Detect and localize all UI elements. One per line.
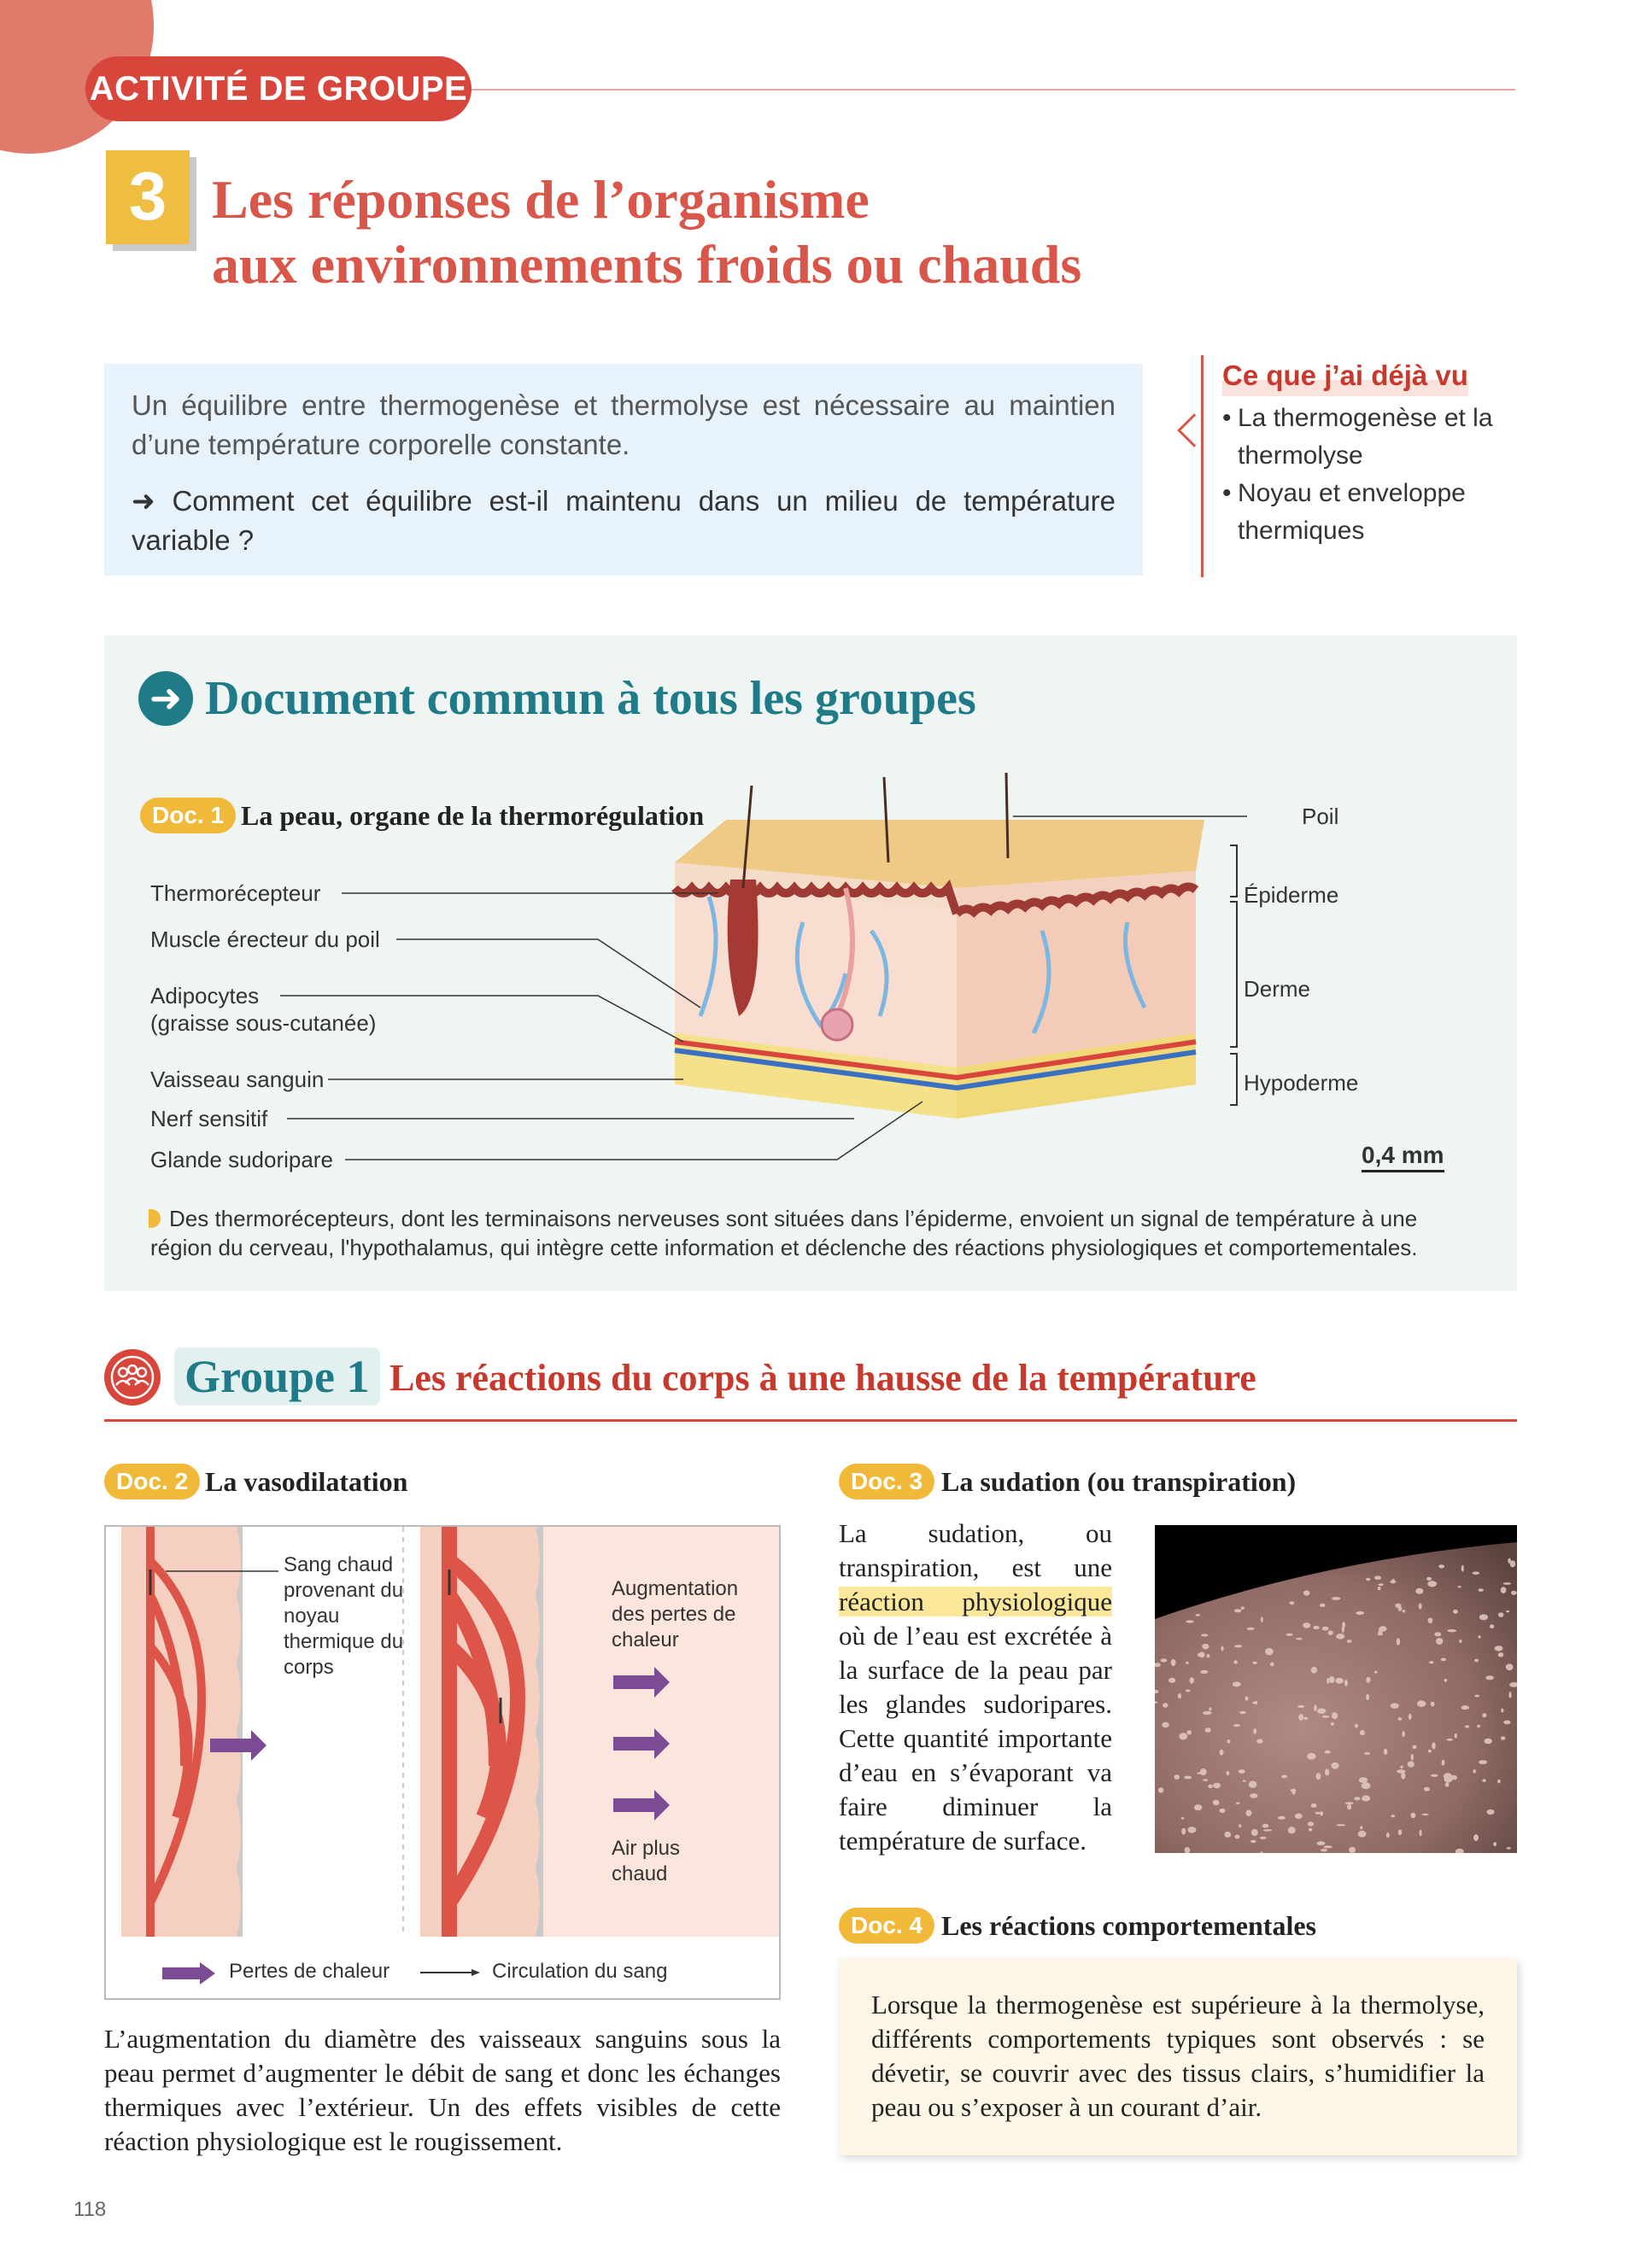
- sweat-droplet: [1325, 1751, 1331, 1754]
- sweat-droplet: [1278, 1816, 1286, 1820]
- sweat-droplet: [1459, 1640, 1461, 1643]
- sweat-droplet: [1206, 1654, 1210, 1657]
- doc4-title: Les réactions comportementales: [941, 1910, 1316, 1941]
- epidermis-bracket: [1230, 845, 1237, 897]
- sweat-droplet: [1187, 1827, 1196, 1833]
- sweat-droplet: [1409, 1714, 1412, 1720]
- sweat-droplet: [1427, 1581, 1437, 1587]
- sweat-droplet: [1322, 1627, 1329, 1631]
- sweat-droplet: [1184, 1776, 1192, 1780]
- sweat-droplet: [1250, 1793, 1257, 1798]
- label-adipocytes: [150, 982, 376, 1037]
- sweat-droplet: [1366, 1677, 1370, 1683]
- group-rule: [104, 1419, 1517, 1422]
- sweat-droplet: [1235, 1835, 1240, 1839]
- sweat-droplet: [1461, 1705, 1469, 1710]
- sweat-droplet: [1473, 1834, 1479, 1841]
- sweat-droplet: [1431, 1774, 1438, 1777]
- sweat-droplet: [1347, 1640, 1352, 1643]
- sweat-droplet: [1421, 1814, 1428, 1815]
- sweat-droplet: [1397, 1769, 1405, 1773]
- sweat-droplet: [1397, 1717, 1402, 1721]
- sweat-droplet: [1220, 1809, 1226, 1813]
- sweat-droplet: [1331, 1722, 1334, 1726]
- label-muscle: Muscle érecteur du poil: [150, 926, 380, 952]
- sweat-droplet: [1199, 1651, 1205, 1657]
- sweat-droplet: [1288, 1827, 1296, 1833]
- sweat-droplet: [1186, 1662, 1189, 1664]
- sweat-droplet: [1493, 1842, 1496, 1846]
- sweat-droplet: [1181, 1828, 1186, 1835]
- sweat-droplet: [1419, 1604, 1422, 1610]
- sweat-droplet: [1479, 1588, 1484, 1592]
- sweat-droplet: [1227, 1771, 1230, 1775]
- sweat-droplet: [1205, 1727, 1211, 1733]
- sweat-droplet: [1168, 1678, 1175, 1683]
- sweat-droplet: [1473, 1769, 1476, 1774]
- sweat-droplet: [1345, 1802, 1354, 1804]
- sweat-droplet: [1209, 1707, 1211, 1710]
- sweat-droplet: [1478, 1635, 1480, 1638]
- sweat-droplet: [1379, 1583, 1384, 1586]
- sweat-droplet: [1498, 1652, 1504, 1657]
- sweat-droplet: [1243, 1780, 1246, 1781]
- sweat-droplet: [1252, 1702, 1257, 1704]
- sweat-droplet: [1307, 1753, 1316, 1760]
- sweat-droplet: [1174, 1774, 1180, 1780]
- sweat-droplet: [1428, 1618, 1433, 1624]
- sweat-droplet: [1224, 1832, 1231, 1838]
- label-sang-chaud: Sang chaud provenant du noyau thermique du corps: [284, 1553, 404, 1679]
- label-glande: Glande sudoripare: [150, 1147, 333, 1172]
- activity-badge: ACTIVITÉ DE GROUPE: [85, 56, 472, 121]
- sweat-droplet: [1297, 1705, 1304, 1708]
- sweat-droplet: [1316, 1841, 1325, 1845]
- sweat-droplet: [1438, 1564, 1444, 1568]
- sweat-droplet: [1303, 1717, 1308, 1720]
- sweat-droplet: [1359, 1777, 1368, 1783]
- sweat-droplet: [1313, 1626, 1319, 1629]
- page-title-line2: aux environnements froids ou chauds: [212, 234, 1082, 295]
- group-icon: [104, 1349, 161, 1406]
- sweat-droplet: [1360, 1730, 1365, 1735]
- hypodermis-bracket: [1230, 1054, 1237, 1105]
- sweat-droplet: [1309, 1828, 1312, 1832]
- sweat-droplet: [1401, 1773, 1405, 1780]
- sweat-droplet: [1233, 1660, 1238, 1663]
- label-vaisseau: Vaisseau sanguin: [150, 1067, 325, 1092]
- sweat-droplet: [1201, 1634, 1209, 1636]
- sweat-droplet: [1220, 1750, 1224, 1756]
- sweat-droplet: [1384, 1749, 1388, 1755]
- sweat-droplet: [1256, 1739, 1262, 1743]
- sweat-droplet: [1316, 1773, 1321, 1780]
- sweat-droplet: [1415, 1588, 1423, 1594]
- arrow-right-icon: ➜: [138, 671, 193, 726]
- sweat-droplet: [1194, 1804, 1202, 1810]
- doc3-tag: Doc. 3: [839, 1464, 934, 1499]
- sweat-droplet: [1429, 1661, 1433, 1663]
- sweat-droplet: [1442, 1760, 1445, 1766]
- sweat-droplet: [1398, 1606, 1403, 1611]
- sweat-droplet: [1281, 1775, 1287, 1779]
- sweat-droplet: [1360, 1826, 1362, 1829]
- sweat-droplet: [1506, 1663, 1514, 1670]
- sweat-droplet: [1247, 1628, 1255, 1630]
- sweat-droplet: [1482, 1713, 1486, 1717]
- sweat-droplet: [1428, 1750, 1432, 1753]
- sweat-droplet: [1202, 1644, 1209, 1650]
- group-people-icon: [104, 1349, 161, 1406]
- sweat-droplet: [1417, 1700, 1426, 1707]
- sweat-droplet: [1265, 1648, 1274, 1655]
- sweat-droplet: [1178, 1693, 1181, 1698]
- sweat-droplet: [1322, 1716, 1329, 1718]
- sweat-droplet: [1200, 1768, 1207, 1775]
- sweat-droplet: [1246, 1810, 1252, 1816]
- doc4-text: Lorsque la thermogenèse est supérieure à la thermolyse, différents comportements typiques sont observés : se dévetir, se couvrir avec des tissus clairs, s’humidifier la peau ou s’exposer à un courant d’air.: [871, 1990, 1485, 2122]
- sweat-droplet: [1482, 1779, 1485, 1782]
- label-derme: Derme: [1244, 976, 1311, 1002]
- sweat-droplet: [1501, 1587, 1507, 1593]
- sweat-droplet: [1432, 1742, 1436, 1749]
- sweat-droplet: [1311, 1667, 1317, 1674]
- sweat-droplet: [1362, 1782, 1371, 1789]
- sweat-droplet: [1298, 1714, 1303, 1720]
- sweat-droplet: [1374, 1671, 1378, 1674]
- sweat-droplet: [1314, 1704, 1317, 1711]
- intro-box: [104, 364, 1143, 576]
- sweat-droplet: [1398, 1829, 1402, 1835]
- doc3-text-after: où de l’eau est excrétée à la surface de la peau par les glandes sudoripares. Cette quantité importante d’eau en s’évaporant va faire diminuer la température de surface.: [839, 1621, 1112, 1856]
- sweat-droplet: [1296, 1638, 1303, 1640]
- sweat-droplet: [1270, 1663, 1274, 1667]
- doc2-tag: Doc. 2: [104, 1464, 200, 1499]
- sweat-droplet: [1161, 1658, 1168, 1662]
- sweat-droplet: [1163, 1703, 1168, 1708]
- sweat-droplet: [1327, 1678, 1329, 1684]
- sweat-droplet: [1323, 1845, 1332, 1848]
- sweat-droplet: [1400, 1765, 1403, 1768]
- page-title: [212, 167, 1408, 297]
- sweat-droplet: [1239, 1711, 1246, 1715]
- doc1-tag: Doc. 1: [140, 798, 236, 833]
- sweat-droplet: [1378, 1633, 1384, 1635]
- sweat-droplet: [1447, 1739, 1453, 1741]
- sweat-droplet: [1311, 1803, 1317, 1808]
- skin-diagram: [649, 760, 1247, 1204]
- doc1-caption-text: Des thermorécepteurs, dont les terminaisons nerveuses sont situées dans l’épiderme, envoient un signal de température à une région du cerveau, l'hypothalamus, qui intègre cette information et déclenche des réactions physiologiques et comportementales.: [150, 1206, 1418, 1260]
- doc4-box: [839, 1959, 1517, 2155]
- sweat-droplet: [1171, 1659, 1176, 1666]
- sweat-droplet: [1501, 1736, 1506, 1739]
- doc2-text: L’augmentation du diamètre des vaisseaux sanguins sous la peau permet d’augmenter le débit de sang et donc les échanges thermiques avec l’extérieur. Un des effets visibles de cette réaction physiologique est le rougissement.: [104, 2024, 781, 2156]
- sweat-droplet: [1233, 1724, 1240, 1727]
- sweat-droplet: [1397, 1638, 1400, 1645]
- sweat-droplet: [1461, 1565, 1464, 1572]
- sweat-droplet: [1455, 1733, 1457, 1739]
- sweat-droplet: [1356, 1611, 1364, 1615]
- sweat-droplet: [1408, 1761, 1414, 1768]
- sweat-droplet: [1358, 1831, 1367, 1838]
- sweat-droplet: [1303, 1622, 1310, 1628]
- sweat-droplet: [1485, 1739, 1492, 1745]
- prior-knowledge-item: • Noyau et enveloppe thermiques: [1222, 475, 1517, 550]
- sweat-droplet: [1490, 1624, 1494, 1628]
- sweat-droplet: [1445, 1782, 1450, 1786]
- sweat-droplet: [1239, 1824, 1242, 1827]
- sweat-droplet: [1474, 1695, 1479, 1698]
- sweat-droplet: [1262, 1824, 1269, 1828]
- label-nerf: Nerf sensitif: [150, 1106, 268, 1131]
- sweat-droplet: [1263, 1829, 1273, 1831]
- sweat-droplet: [1391, 1815, 1395, 1817]
- label-poil: Poil: [1302, 804, 1339, 829]
- sweat-droplet: [1290, 1601, 1295, 1605]
- intro-question: ➜ Comment cet équilibre est-il maintenu dans un milieu de température variable ?: [132, 485, 1116, 556]
- sweat-droplet: [1245, 1696, 1249, 1700]
- label-adipocytes-line1: Adipocytes: [150, 983, 260, 1008]
- sweat-droplet: [1411, 1813, 1416, 1818]
- sweat-droplet: [1510, 1560, 1516, 1567]
- sweat-droplet: [1485, 1675, 1494, 1680]
- sweat-droplet: [1208, 1785, 1213, 1789]
- sweat-droplet: [1508, 1692, 1511, 1698]
- sweat-droplet: [1196, 1614, 1201, 1616]
- doc1-title: La peau, organe de la thermorégulation: [241, 800, 705, 831]
- sweat-droplet: [1234, 1645, 1242, 1647]
- sweat-droplet: [1366, 1694, 1369, 1700]
- prior-knowledge-title: Ce que j’ai déjà vu: [1222, 355, 1468, 396]
- activity-number: 3: [106, 150, 190, 244]
- sweat-droplet: [1479, 1614, 1488, 1620]
- label-hypoderme: Hypoderme: [1244, 1070, 1359, 1096]
- sweat-droplet: [1503, 1582, 1512, 1585]
- sweat-droplet: [1308, 1821, 1314, 1826]
- sweat-droplet: [1342, 1622, 1345, 1628]
- sweat-droplet: [1186, 1689, 1191, 1692]
- sweat-droplet: [1507, 1847, 1511, 1850]
- sweat-droplet: [1403, 1610, 1406, 1612]
- sweat-droplet: [1349, 1847, 1356, 1853]
- page-number: 118: [73, 2198, 107, 2221]
- sweat-droplet: [1328, 1631, 1333, 1635]
- sweat-droplet: [1286, 1634, 1293, 1636]
- sweat-droplet: [1374, 1575, 1381, 1580]
- sweat-droplet: [1291, 1789, 1297, 1792]
- sweat-droplet: [1506, 1610, 1509, 1612]
- sweat-droplet: [1424, 1787, 1430, 1792]
- sweat-droplet: [1315, 1812, 1321, 1815]
- legend-circulation: Circulation du sang: [492, 1960, 668, 1983]
- sweat-droplet: [1362, 1795, 1370, 1801]
- sweat-droplet: [1391, 1703, 1399, 1708]
- sweat-droplet: [1336, 1678, 1344, 1684]
- doc3-title: La sudation (ou transpiration): [941, 1466, 1297, 1497]
- sweat-droplet: [1347, 1804, 1351, 1809]
- sweat-droplet: [1474, 1659, 1479, 1663]
- intro-paragraph: Un équilibre entre thermogenèse et thermolyse est nécessaire au maintien d’une température corporelle constante.: [132, 389, 1116, 460]
- sweat-droplet: [1336, 1634, 1344, 1640]
- sweat-droplet: [1186, 1730, 1192, 1734]
- sweat-droplet: [1317, 1709, 1326, 1714]
- sweat-skin-image: [1155, 1525, 1517, 1853]
- sweat-droplet: [1320, 1811, 1323, 1815]
- sweat-droplet: [1250, 1840, 1256, 1843]
- sweat-droplet: [1336, 1824, 1345, 1826]
- header-rule: [472, 89, 1515, 91]
- dermis-bracket: [1230, 902, 1237, 1047]
- sweat-droplet: [1236, 1802, 1239, 1804]
- sweat-droplet: [1162, 1722, 1169, 1728]
- legend-pertes: Pertes de chaleur: [229, 1960, 390, 1983]
- scale-bar: 0,4 mm: [1362, 1141, 1444, 1172]
- label-adipocytes-line2: (graisse sous-cutanée): [150, 1010, 377, 1036]
- sweat-droplet: [1503, 1721, 1510, 1725]
- sweat-droplet: [1252, 1662, 1257, 1664]
- sweat-droplet: [1487, 1809, 1495, 1815]
- label-augmentation: Augmentation des pertes de chaleur: [612, 1577, 739, 1651]
- sweat-droplet: [1426, 1577, 1432, 1581]
- sweat-droplet: [1453, 1610, 1458, 1614]
- sweat-droplet: [1260, 1837, 1267, 1839]
- sweat-droplet: [1420, 1830, 1422, 1836]
- prior-knowledge-item: • La thermogenèse et la thermolyse: [1222, 400, 1517, 475]
- sweat-droplet: [1203, 1711, 1212, 1715]
- sweat-droplet: [1497, 1780, 1501, 1783]
- sweat-droplet: [1378, 1587, 1381, 1590]
- sweat-droplet: [1179, 1733, 1187, 1739]
- sweat-droplet: [1364, 1752, 1370, 1755]
- sweat-droplet: [1213, 1800, 1220, 1806]
- sweat-droplet: [1321, 1849, 1327, 1851]
- doc2-title: La vasodilatation: [205, 1466, 408, 1497]
- sweat-droplet: [1511, 1591, 1517, 1595]
- sweat-droplet: [1295, 1814, 1303, 1820]
- prior-knowledge-list: [1222, 400, 1517, 550]
- sweat-droplet: [1241, 1607, 1245, 1610]
- sweat-droplet: [1239, 1769, 1245, 1774]
- doc3-text: [839, 1517, 1112, 1858]
- sweat-droplet: [1158, 1787, 1163, 1793]
- sweat-droplet: [1431, 1702, 1435, 1707]
- sweat-skin-photo: [1155, 1525, 1517, 1853]
- sweat-droplet: [1190, 1677, 1194, 1683]
- label-air: Air plus chaud: [612, 1837, 681, 1885]
- sweat-droplet: [1233, 1681, 1241, 1686]
- sweat-droplet: [1303, 1591, 1310, 1596]
- group-subtitle: Les réactions du corps à une hausse de la température: [390, 1357, 1256, 1399]
- label-thermorecepteur: Thermorécepteur: [150, 880, 321, 906]
- doc4-tag: Doc. 4: [839, 1908, 934, 1944]
- sweat-droplet: [1332, 1712, 1338, 1719]
- sweat-droplet: [1329, 1676, 1335, 1683]
- label-epiderme: Épiderme: [1244, 882, 1339, 908]
- hair-shaft: [1006, 773, 1008, 858]
- sweat-droplet: [1344, 1680, 1348, 1686]
- sweat-droplet: [1366, 1578, 1370, 1581]
- sweat-droplet: [1251, 1829, 1258, 1836]
- sweat-droplet: [1473, 1571, 1479, 1575]
- sweat-droplet: [1325, 1768, 1329, 1775]
- doc3-text-before: La sudation, ou transpiration, est une: [839, 1518, 1112, 1582]
- sweat-droplet: [1332, 1597, 1340, 1600]
- sweat-droplet: [1434, 1632, 1441, 1636]
- sweat-droplet: [1181, 1817, 1185, 1820]
- sweat-droplet: [1331, 1762, 1338, 1769]
- sweat-droplet: [1498, 1612, 1503, 1617]
- sweat-droplet: [1253, 1728, 1256, 1734]
- group-name: Groupe 1: [174, 1347, 380, 1406]
- sweat-droplet: [1379, 1626, 1386, 1631]
- sweat-droplet: [1261, 1617, 1263, 1622]
- sweat-droplet: [1465, 1725, 1469, 1727]
- sweat-droplet: [1221, 1646, 1223, 1651]
- sweat-droplet: [1412, 1745, 1416, 1750]
- sweat-droplet: [1386, 1833, 1390, 1838]
- sweat-droplet: [1444, 1773, 1452, 1780]
- prior-knowledge-panel: [1201, 355, 1517, 577]
- sweat-droplet: [1477, 1725, 1480, 1727]
- sweat-droplet: [1444, 1679, 1448, 1682]
- legend-heat-arrow-icon: [162, 1962, 215, 1984]
- doc3-highlight: réaction physiologique: [839, 1587, 1112, 1616]
- legend-circulation-arrow-icon: [420, 1964, 480, 1981]
- sweat-droplet: [1354, 1797, 1360, 1800]
- sweat-droplet: [1441, 1658, 1446, 1662]
- common-document-title: Document commun à tous les groupes: [205, 672, 976, 725]
- sweat-droplet: [1186, 1620, 1193, 1622]
- sweat-droplet: [1213, 1783, 1221, 1789]
- doc1-caption: [150, 1204, 1483, 1262]
- sweat-droplet: [1392, 1579, 1395, 1584]
- sweat-droplet: [1402, 1731, 1404, 1737]
- sweat-droplet: [1200, 1670, 1208, 1674]
- sweat-droplet: [1234, 1609, 1241, 1612]
- sweat-droplet: [1320, 1604, 1326, 1607]
- page-title-line1: Les réponses de l’organisme: [212, 169, 870, 230]
- sweat-droplet: [1479, 1760, 1487, 1764]
- sweat-droplet: [1458, 1586, 1461, 1587]
- sweat-droplet: [1495, 1645, 1503, 1651]
- sweat-droplet: [1227, 1739, 1230, 1743]
- sweat-gland: [822, 1009, 852, 1040]
- sweat-droplet: [1203, 1779, 1208, 1781]
- sweat-droplet: [1447, 1629, 1456, 1632]
- sweat-droplet: [1249, 1781, 1257, 1788]
- sweat-droplet: [1501, 1709, 1503, 1713]
- sweat-droplet: [1355, 1724, 1358, 1728]
- sweat-droplet: [1436, 1638, 1443, 1645]
- sweat-droplet: [1411, 1754, 1414, 1761]
